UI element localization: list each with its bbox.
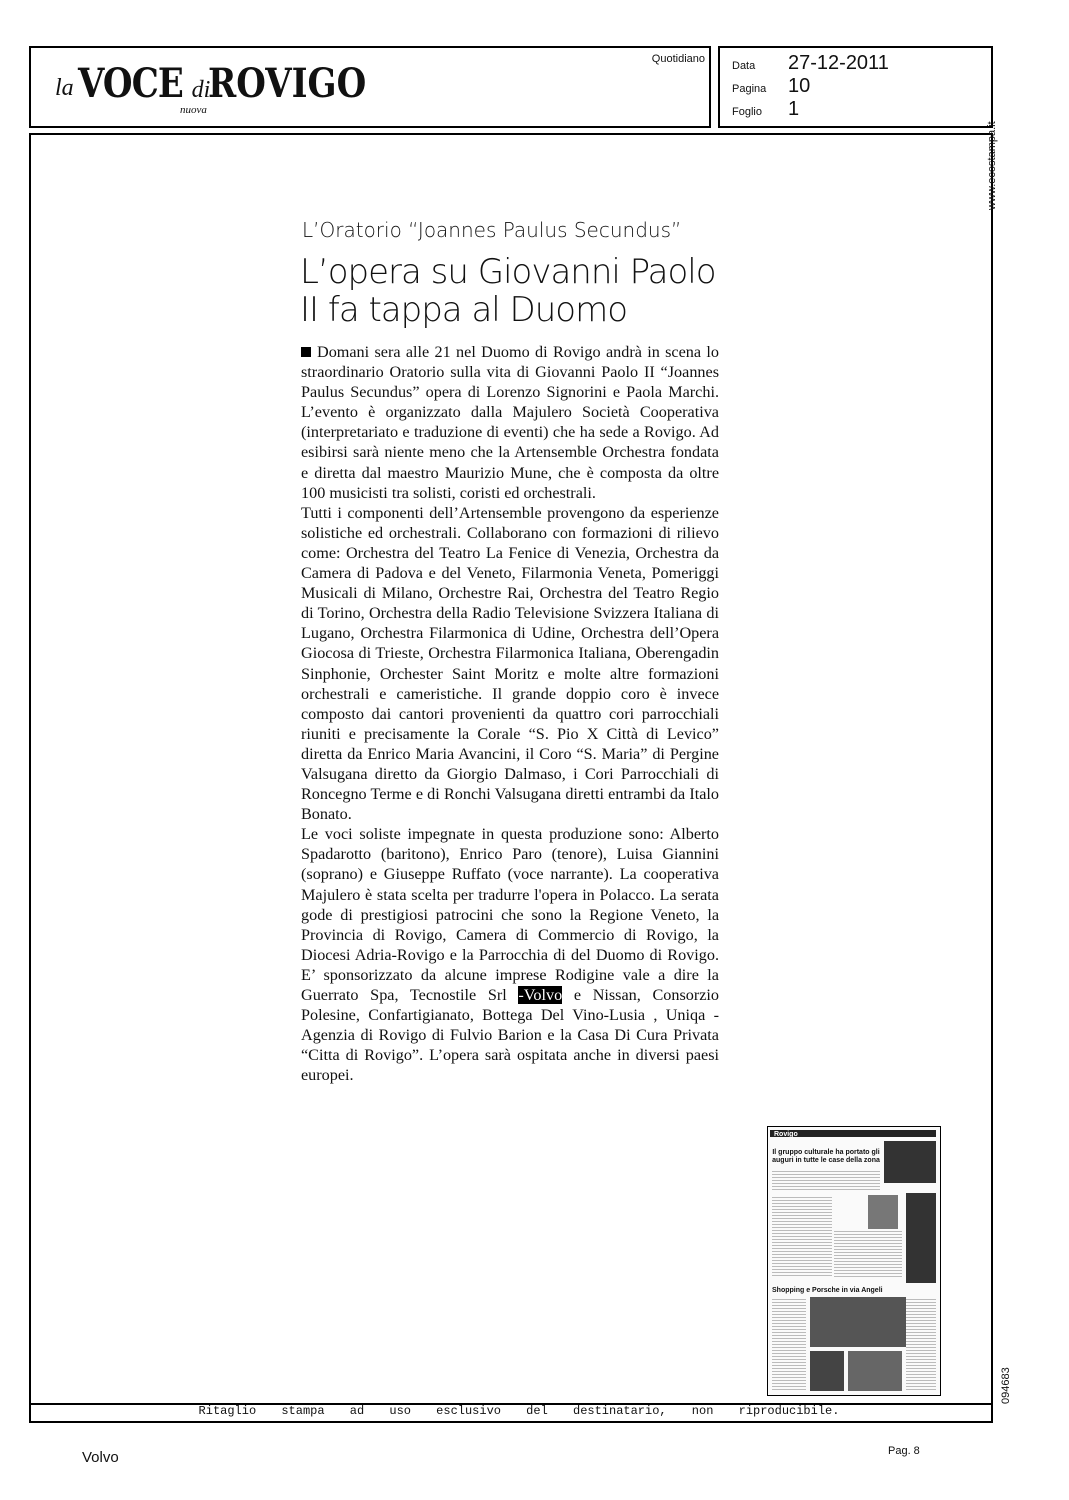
meta-label: Foglio bbox=[732, 106, 762, 118]
meta-label: Data bbox=[732, 60, 756, 72]
meta-value: 1 bbox=[788, 98, 800, 120]
paragraph-1 bbox=[301, 342, 719, 503]
meta-value: 27-12-2011 bbox=[788, 52, 889, 74]
paragraph-1-text: Domani sera alle 21 nel Duomo di Rovigo andrà in scena lo straordinario Oratorio sulla vita di Giovanni Paolo II “Joannes Paulus Secundus” opera di Lorenzo Signorini e Paola Marchi. L’evento è organizzato dalla Majulero Società Cooperativa (interpretariato e traduzione di eventi) che ha sede a Rovigo. Ad esibirsi sarà niente meno che la Artensemble Orchestra fondata e diretta dal maestro Maurizio Mune, che è composta da oltre 100 musicisti tra solisti, coristi ed orchestrali. bbox=[301, 343, 719, 502]
newspaper-logo bbox=[55, 60, 406, 116]
page-thumbnail bbox=[767, 1126, 941, 1396]
thumbnail-text bbox=[772, 1171, 880, 1191]
thumbnail-headline-2: Shopping e Porsche in via Angeli bbox=[772, 1287, 883, 1294]
thumbnail-text bbox=[772, 1299, 806, 1391]
metadata-box bbox=[718, 46, 993, 128]
thumbnail-photo bbox=[868, 1195, 898, 1229]
thumbnail-headline-1: Il gruppo culturale ha portato gli auguri in tutte le case della zona bbox=[772, 1149, 880, 1164]
highlighted-keyword: -Volvo bbox=[518, 986, 563, 1004]
reproduction-notice: Ritaglio stampa ad uso esclusivo del destinatario, non riproducibile. bbox=[198, 1404, 840, 1418]
page-number: Pag. 8 bbox=[888, 1445, 920, 1457]
side-url: www.ecostampa.it bbox=[986, 121, 998, 210]
logo-rovigo: ROVIGO bbox=[208, 60, 367, 107]
thumbnail-photo bbox=[848, 1351, 902, 1391]
logo-di: di bbox=[191, 77, 211, 103]
logo-voce: VOCE bbox=[78, 60, 184, 107]
meta-sheet bbox=[732, 98, 889, 121]
meta-date bbox=[732, 52, 889, 75]
meta-value: 10 bbox=[788, 75, 811, 97]
thumbnail-photo bbox=[810, 1297, 906, 1347]
thumbnail-section: Rovigo bbox=[774, 1131, 798, 1138]
meta-label: Pagina bbox=[732, 83, 767, 95]
publication-type: Quotidiano bbox=[651, 53, 705, 65]
thumbnail-text bbox=[834, 1231, 902, 1277]
thumbnail-photo bbox=[884, 1141, 936, 1183]
paragraph-3-pre: Le voci soliste impegnate in questa produzione sono: Alberto Spadarotto (baritono), Enrico Paro (tenore), Luisa Giannini (soprano) e Giuseppe Ruffato (voce narrante). La cooperativa Majulero è stata scelta per tradurre l'opera in Polacco. La serata gode di prestigiosi patrocini che sono la Regione Veneto, la Provincia di Rovigo, Camera di Commercio di Rovigo, la Diocesi Adria-Rovigo e la Parrocchia di del Duomo di Rovigo. E’ sponsorizzato da alcune imprese Rodigine vale a dire la Guerrato Spa, Tecnostile Srl bbox=[301, 825, 719, 1004]
keyword-label: Volvo bbox=[82, 1449, 119, 1466]
logo-nuova: nuova bbox=[180, 104, 207, 116]
meta-page bbox=[732, 75, 889, 98]
bullet-icon bbox=[301, 347, 311, 357]
article-body bbox=[301, 342, 719, 1085]
thumbnail-photo bbox=[810, 1351, 844, 1391]
thumbnail-photo bbox=[906, 1193, 936, 1283]
thumbnail-text bbox=[906, 1299, 936, 1391]
article-headline: L’opera su Giovanni Paolo II fa tappa al Duomo bbox=[300, 252, 716, 330]
paragraph-3-post: e Nissan, Consorzio Polesine, Confartigianato, Bottega Del Vino-Lusia , Uniqa -Agenzia di Rovigo di Fulvio Barion e la Casa Di Cura Privata “Citta di Rovigo”. L’opera sarà ospitata anche in diversi paesi europei. bbox=[301, 986, 720, 1085]
paragraph-2: Tutti i componenti dell’Artensemble provengono da esperienze solistiche ed orchestrali. Collaborano con formazioni di rilievo come: Orchestra del Teatro La Fenice di Venezia, Orchestra da Camera di Padova e del Veneto, Filarmonia Veneta, Pomeriggi Musicali di Milano, Orchestre Rai, Orchestra del Teatro Regio di Torino, Orchestra della Radio Televisione Svizzera Italiana di Lugano, Orchestra Filarmonica di Udine, Orchestra dell’Opera Giocosa di Trieste, Orchestra Filarmonica Italiana, Oberengadin Sinphonie, Orchester Saint Moritz e molte altre formazioni orchestrali e cameristiche. Il grande doppio coro è invece composto dai cantori provenienti da quattro cori parrocchiali riuniti e precisamente la Corale “S. Pio X Città di Levico” diretta da Enrico Maria Avancini, il Coro “S. Maria” di Pergine Valsugana diretto da Giorgio Dalmaso, i Cori Parrocchiali di Roncegno Terme e di Ronchi Valsugana diretti entrambi da Italo Bonato. bbox=[301, 503, 719, 824]
masthead-box bbox=[29, 46, 711, 128]
side-code: 094683 bbox=[1000, 1367, 1012, 1404]
article-kicker: L’Oratorio “Joannes Paulus Secundus” bbox=[302, 218, 682, 242]
logo-la: la bbox=[55, 75, 74, 101]
thumbnail-text bbox=[772, 1197, 832, 1277]
paragraph-3 bbox=[301, 824, 719, 1085]
